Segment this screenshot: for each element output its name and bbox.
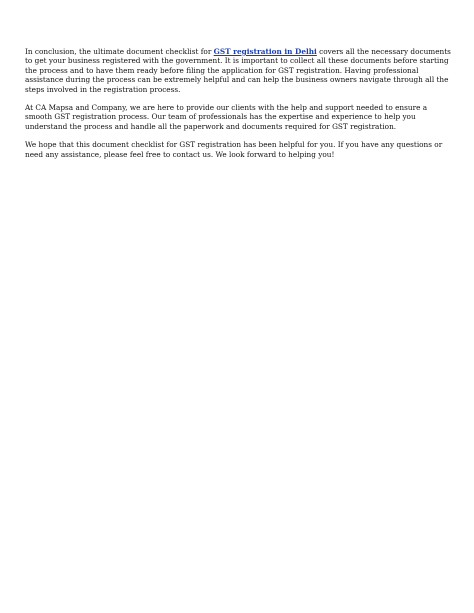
- conclusion-text-end: covers all the necessary documents to get your business registered with the government. It is important to collect all these documents before starting the process and to have them ready before filing the application for GST registration. Having professional assistance during the process can be extremely helpful and can help the business owners navigate through all the steps involved in the registration process.: [25, 47, 451, 94]
- company-paragraph: At CA Mapsa and Company, we are here to provide our clients with the help and support needed to ensure a smooth GST registration process. Our team of professionals has the expertise and experience to help you understand the process and handle all the paperwork and documents required for GST registration.: [25, 103, 428, 131]
- document-body: [25, 47, 455, 168]
- conclusion-paragraph: [25, 47, 455, 94]
- closing-paragraph: We hope that this document checklist for GST registration has been helpful for you. If you have any questions or need any assistance, please feel free to contact us. We look forward to helping you!: [25, 140, 443, 159]
- conclusion-text-start: In conclusion, the ultimate document checklist for: [25, 47, 214, 56]
- gst-registration-delhi-link[interactable]: GST registration in Delhi: [213, 47, 317, 56]
